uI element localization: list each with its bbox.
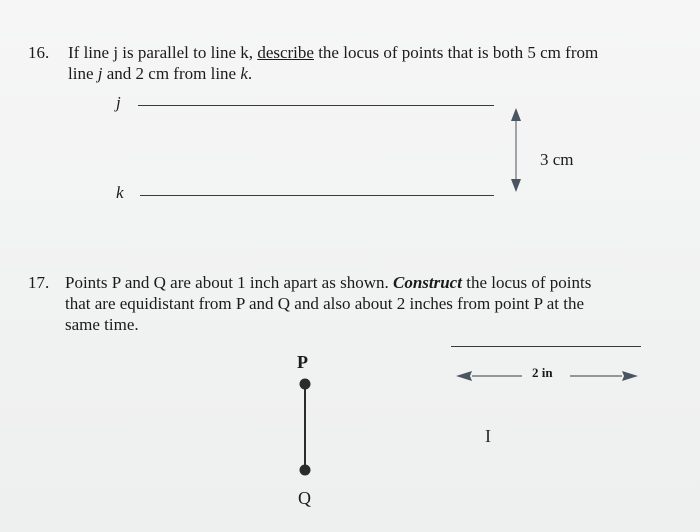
arrow-right-icon — [622, 371, 638, 381]
segment-pq — [300, 379, 311, 476]
arrow-up-icon — [511, 108, 521, 121]
line-j-label: j — [116, 93, 121, 112]
ruler-2in-label: 2 in — [532, 365, 553, 380]
point-p-label: P — [297, 352, 308, 372]
q16-describe-word: describe — [257, 43, 314, 62]
arrow-left-icon — [456, 371, 472, 381]
question-17-line-2: that are equidistant from P and Q and also about 2 inches from point P at the — [65, 294, 585, 313]
q17-construct-word: Construct — [392, 273, 462, 292]
question-17-number: 17. — [28, 273, 50, 292]
q16-text-line2-b: and 2 cm from line — [102, 64, 241, 83]
point-p-dot — [300, 379, 311, 390]
point-q-label: Q — [298, 488, 311, 508]
q17-text-a: Points P and Q are about 1 inch apart as shown. — [65, 273, 393, 292]
q16-line-j-ref: j — [97, 64, 103, 83]
q16-line-k-ref: k — [240, 64, 248, 83]
q16-text-c: the locus of points that is both 5 cm from — [313, 43, 599, 62]
distance-3cm-label: 3 cm — [540, 150, 574, 169]
distance-arrow-3cm — [511, 108, 521, 192]
question-16-number: 16. — [28, 43, 50, 62]
q16-text-a: If line j is parallel to line k, — [68, 43, 258, 62]
q17-text-c: the locus of points — [461, 273, 592, 292]
arrow-down-icon — [511, 179, 521, 192]
text-cursor-icon: I — [485, 426, 491, 446]
point-q-dot — [300, 465, 311, 476]
line-k-label: k — [116, 183, 124, 202]
q16-text-line2-a: line — [68, 64, 98, 83]
question-17-line-3: same time. — [65, 315, 139, 334]
ruler-2in-arrow — [456, 371, 638, 381]
q16-text-line2-c: . — [247, 64, 253, 83]
